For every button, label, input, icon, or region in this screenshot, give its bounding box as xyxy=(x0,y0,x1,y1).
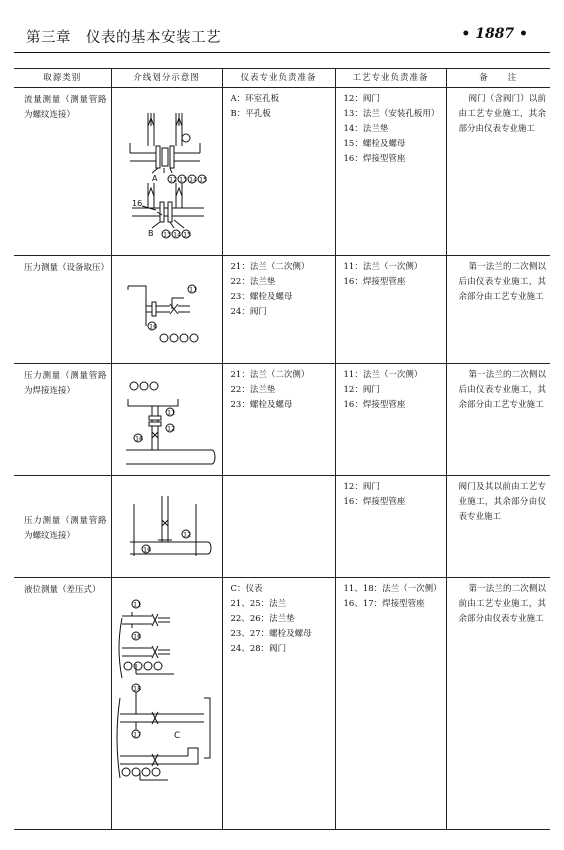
pressure-vessel-diagram xyxy=(112,256,223,364)
instrument-item: 23：螺栓及螺母 xyxy=(230,292,293,302)
source-type: 压力测量（设备取压） xyxy=(14,256,111,364)
instrument-item: 23、27：螺栓及螺母 xyxy=(230,629,312,639)
diagram-label-16: 16 xyxy=(134,434,143,443)
process-item: 12：阀门 xyxy=(343,482,380,492)
diagram-label-12: 12 xyxy=(166,424,175,433)
diagram-label-11: 11 xyxy=(132,600,141,609)
process-prep-list xyxy=(335,88,446,256)
process-item: 11、18：法兰（一次侧） xyxy=(343,584,442,594)
instrument-item: 24：阀门 xyxy=(230,307,267,317)
instrument-item: 21、25：法兰 xyxy=(230,599,287,609)
process-item: 11：法兰（一次侧） xyxy=(343,370,423,380)
diagram-label-16: 16 xyxy=(131,199,142,208)
process-item: 16：焊接型管座 xyxy=(343,497,406,507)
diagram-label-14b: 14 xyxy=(172,230,181,239)
diagram-label-17: 17 xyxy=(132,730,141,739)
instrument-item: 22：法兰垫 xyxy=(230,385,276,395)
diagram-label-b: B xyxy=(147,229,153,238)
diagram-label-13b: 13 xyxy=(162,230,171,239)
pressure-welded-diagram xyxy=(112,364,223,476)
instrument-item: 23：螺栓及螺母 xyxy=(230,400,293,410)
process-item: 16：焊接型管座 xyxy=(343,277,406,287)
division-diagram-pressure-welded xyxy=(111,364,222,476)
diagram-label-18: 18 xyxy=(132,684,141,693)
diagram-label-16: 16 xyxy=(148,322,157,331)
diagram-label-15: 15 xyxy=(198,175,207,184)
instrument-item: 22：法兰垫 xyxy=(230,277,276,287)
diagram-label-12: 12 xyxy=(168,175,177,184)
process-item: 15：螺栓及螺母 xyxy=(343,139,406,149)
division-diagram-flow xyxy=(111,88,222,256)
process-item: 13：法兰（安装孔板用） xyxy=(343,109,440,119)
diagram-label-12: 12 xyxy=(182,530,191,539)
header-rule xyxy=(14,52,550,53)
column-header-diagram: 介线划分示意图 xyxy=(111,69,222,88)
remark: 阀门及其以前由工艺专业施工，其余部分由仪表专业施工 xyxy=(446,476,550,578)
process-prep-list xyxy=(335,476,446,578)
source-type: 压力测量（测量管路为焊接连接） xyxy=(14,364,111,476)
instrument-item: 21：法兰（二次侧） xyxy=(230,262,310,272)
instrument-item: A：环室孔板 xyxy=(230,94,280,104)
table-row xyxy=(14,476,550,578)
process-prep-list xyxy=(335,364,446,476)
column-header-note: 备 注 xyxy=(446,69,550,88)
diagram-label-c: C xyxy=(173,731,180,741)
source-type: 流量测量（测量管路为螺纹连接） xyxy=(14,88,111,256)
instrument-item: B：平孔板 xyxy=(230,109,271,119)
diagram-label-13: 13 xyxy=(178,175,187,184)
process-item: 12：阀门 xyxy=(343,385,380,395)
remark: 第一法兰的二次侧以后由仪表专业施工，其余部分由工艺专业施工 xyxy=(446,364,550,476)
diagram-label-16: 16 xyxy=(132,632,141,641)
diagram-label-a: A xyxy=(151,174,157,183)
table-row xyxy=(14,256,550,364)
diagram-label-11: 11 xyxy=(166,408,175,417)
diagram-label-16: 16 xyxy=(142,545,151,554)
diagram-label-11: 11 xyxy=(188,285,197,294)
table-row xyxy=(14,578,550,830)
instrument-prep-list xyxy=(222,476,335,578)
instrument-prep-list xyxy=(222,364,335,476)
remark: 第一法兰的二次侧以前由工艺专业施工，其余部分由仪表专业施工 xyxy=(446,578,550,830)
column-header-instrument: 仪表专业负责准备 xyxy=(222,69,335,88)
pressure-threaded-diagram xyxy=(112,476,223,578)
level-diagram xyxy=(112,578,223,830)
column-header-source: 取源类别 xyxy=(14,69,111,88)
instrument-prep-list xyxy=(222,578,335,830)
process-item: 12：阀门 xyxy=(343,94,380,104)
flow-diagram xyxy=(112,88,223,256)
remark: 阀门（含阀门）以前由工艺专业施工，其余部分由仪表专业施工 xyxy=(446,88,550,256)
process-item: 16：焊接型管座 xyxy=(343,154,406,164)
instrument-item: 24、28：阀门 xyxy=(230,644,287,654)
instrument-prep-list xyxy=(222,88,335,256)
table-row xyxy=(14,364,550,476)
chapter-title: 第三章 仪表的基本安装工艺 xyxy=(26,30,221,46)
division-diagram-pressure-threaded xyxy=(111,476,222,578)
table-header-row xyxy=(14,69,550,88)
process-item: 16、17：焊接型管座 xyxy=(343,599,425,609)
instrument-prep-list xyxy=(222,256,335,364)
page-header xyxy=(14,26,550,54)
page-number: • 1887 • xyxy=(461,26,528,42)
process-prep-list xyxy=(335,578,446,830)
process-item: 16：焊接型管座 xyxy=(343,400,406,410)
division-diagram-level xyxy=(111,578,222,830)
source-type: 液位测量（差压式） xyxy=(14,578,111,830)
table-row xyxy=(14,88,550,256)
process-item: 11：法兰（一次侧） xyxy=(343,262,423,272)
source-type: 压力测量（测量管路为螺纹连接） xyxy=(14,476,111,578)
instrument-item: 21：法兰（二次侧） xyxy=(230,370,310,380)
instrument-item: 22、26：法兰垫 xyxy=(230,614,295,624)
remark: 第一法兰的二次侧以后由仪表专业施工，其余部分由工艺专业施工 xyxy=(446,256,550,364)
instrument-item: C：仪表 xyxy=(230,584,263,594)
division-diagram-pressure-vessel xyxy=(111,256,222,364)
process-prep-list xyxy=(335,256,446,364)
column-header-process: 工艺专业负责准备 xyxy=(335,69,446,88)
diagram-label-14: 14 xyxy=(188,175,197,184)
process-item: 14：法兰垫 xyxy=(343,124,389,134)
installation-division-table xyxy=(14,68,550,830)
diagram-label-15b: 15 xyxy=(182,230,191,239)
